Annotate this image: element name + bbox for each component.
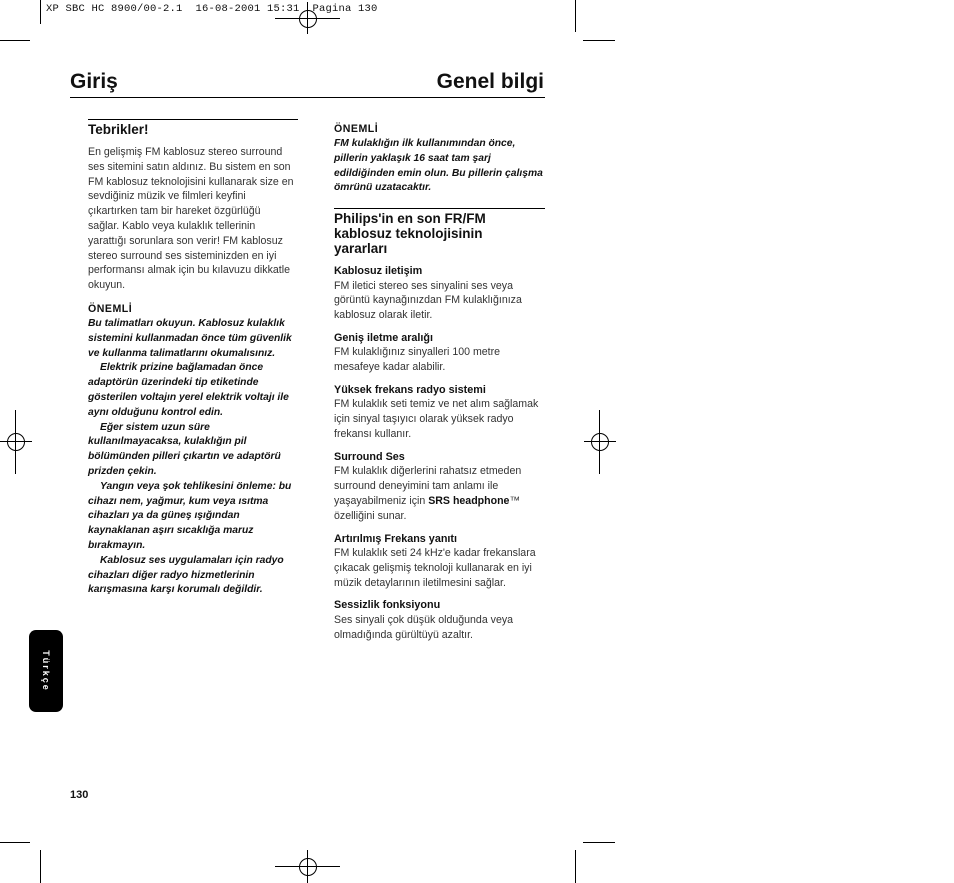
feature-title: Kablosuz iletişim	[334, 265, 423, 277]
crop-mark	[584, 441, 616, 442]
feature-item	[334, 331, 546, 375]
registration-mark-right	[591, 433, 609, 451]
crop-mark	[15, 410, 16, 474]
crop-mark	[599, 410, 600, 474]
right-column	[334, 122, 546, 196]
feature-text: FM kulaklığınız sinyalleri 100 metre mesafeye kadar alabilir.	[334, 346, 501, 374]
warning-paragraph: Kablosuz ses uygulamaları için radyo cihazları diğer radyo hizmetlerinin karışmasına karşı korumalı değildir.	[88, 554, 284, 596]
registration-mark-left	[7, 433, 25, 451]
feature-item	[334, 532, 546, 591]
feature-text: FM iletici stereo ses sinyalini ses veya görüntü kaynağınızdan FM kulaklığınıza kablosuz olarak iletir.	[334, 279, 522, 322]
feature-item	[334, 450, 546, 524]
crop-mark	[0, 441, 32, 442]
intro-paragraph: En gelişmiş FM kablosuz stereo surround ses sitemini satın aldınız. Bu sistem en son FM kablosuz teknolojisini kullanarak size en sevdiğiniz müzik ve filmleri keyfini çıkartırken tam bir hareket özgürlüğü sağlar. Kablo veya kulaklık tellerinin yarattığı sorunlara son verir! FM kablosuz stereo surround ses sisteminizden en iyi performansı almak için bu kılavuzu dikkatle okuyun.	[88, 146, 294, 292]
crop-mark	[275, 18, 340, 19]
crop-mark	[583, 842, 615, 843]
page-title-left: Giriş	[70, 70, 118, 93]
feature-title: Yüksek frekans radyo sistemi	[334, 383, 486, 396]
warning-paragraph: Elektrik prizine bağlamadan önce adaptörün üzerindeki tip etiketinde gösterilen voltajın yerel elektrik voltajı ile aynı olduğunu kontrol edin.	[88, 362, 289, 418]
crop-mark	[0, 40, 30, 41]
feature-title: Surround Ses	[334, 450, 405, 463]
crop-mark	[575, 0, 576, 32]
page-title-right: Genel bilgi	[436, 70, 544, 93]
crop-mark	[40, 850, 41, 883]
feature-text: FM kulaklık seti 24 kHz'e kadar frekanslara çıkacak gelişmiş teknoloji kullanarak en iyi müzik detaylarının iletilmesini sağlar.	[334, 547, 536, 589]
warning-paragraph: Eğer sistem uzun süre kullanılmayacaksa, kulaklığın pil bölümünden pilleri çıkartın ve adaptörü prizden çekin.	[88, 421, 281, 477]
warnings-block	[88, 317, 300, 598]
feature-item	[334, 383, 546, 442]
important-note: FM kulaklığın ilk kullanımından önce, pillerin yaklaşık 16 saat tam şarj edildiğinden emin olun. Bu pillerin çalışma ömrünü uzatacaktır.	[334, 138, 543, 194]
print-slug: XP SBC HC 8900/00-2.1 16-08-2001 15:31 Pagina 130	[46, 3, 378, 15]
important-label: ÖNEMLİ	[88, 302, 133, 315]
benefits-section	[334, 211, 546, 651]
section-heading: Philips'in en son FR/FM kablosuz teknolojisinin yararları	[334, 211, 486, 256]
crop-mark	[275, 866, 340, 867]
warning-paragraph: Yangın veya şok tehlikesini önleme: bu cihazı nem, yağmur, kum veya ısıtma cihazları ya da güneş ışığından kaynaklanan aşırı sıcaklığa maruz bırakmayın.	[88, 480, 292, 551]
section-rule	[88, 119, 298, 120]
trademark-symbol: ™	[509, 494, 521, 507]
brand-name: SRS headphone	[428, 494, 510, 507]
language-tab-label: Türkçe	[41, 650, 51, 692]
feature-text: Ses sinyali çok düşük olduğunda veya olmadığında gürültüyü azaltır.	[334, 613, 514, 641]
left-column	[88, 122, 300, 598]
feature-text: FM kulaklık seti temiz ve net alım sağlamak için sinyal taşıyıcı olarak yüksek radyo frekansı kullanır.	[334, 398, 539, 441]
registration-mark-bottom	[299, 858, 317, 876]
crop-mark	[40, 0, 41, 24]
feature-item	[334, 598, 546, 642]
feature-title: Geniş iletme aralığı	[334, 331, 434, 344]
important-label: ÖNEMLİ	[334, 123, 379, 135]
section-rule	[334, 208, 545, 209]
crop-mark	[575, 850, 576, 883]
page-number: 130	[70, 789, 89, 801]
feature-list	[334, 264, 546, 643]
warning-paragraph: Bu talimatları okuyun. Kablosuz kulaklık sistemini kullanmadan önce tüm güvenlik ve kullanma talimatlarını okumalısınız.	[88, 317, 292, 359]
feature-text-before: FM kulaklık diğerlerini rahatsız etmeden surround deneyimini tam anlamı ile yaşayabilmeniz için	[334, 465, 522, 507]
language-tab	[29, 630, 63, 712]
crop-mark	[0, 842, 30, 843]
feature-title: Sessizlik fonksiyonu	[334, 599, 441, 612]
feature-text-after: özelliğini sunar.	[334, 509, 407, 522]
crop-mark	[583, 40, 615, 41]
feature-title: Artırılmış Frekans yanıtı	[334, 532, 458, 545]
section-heading: Tebrikler!	[88, 122, 149, 137]
feature-item	[334, 264, 546, 323]
feature-text	[334, 464, 546, 523]
title-rule	[70, 97, 545, 98]
